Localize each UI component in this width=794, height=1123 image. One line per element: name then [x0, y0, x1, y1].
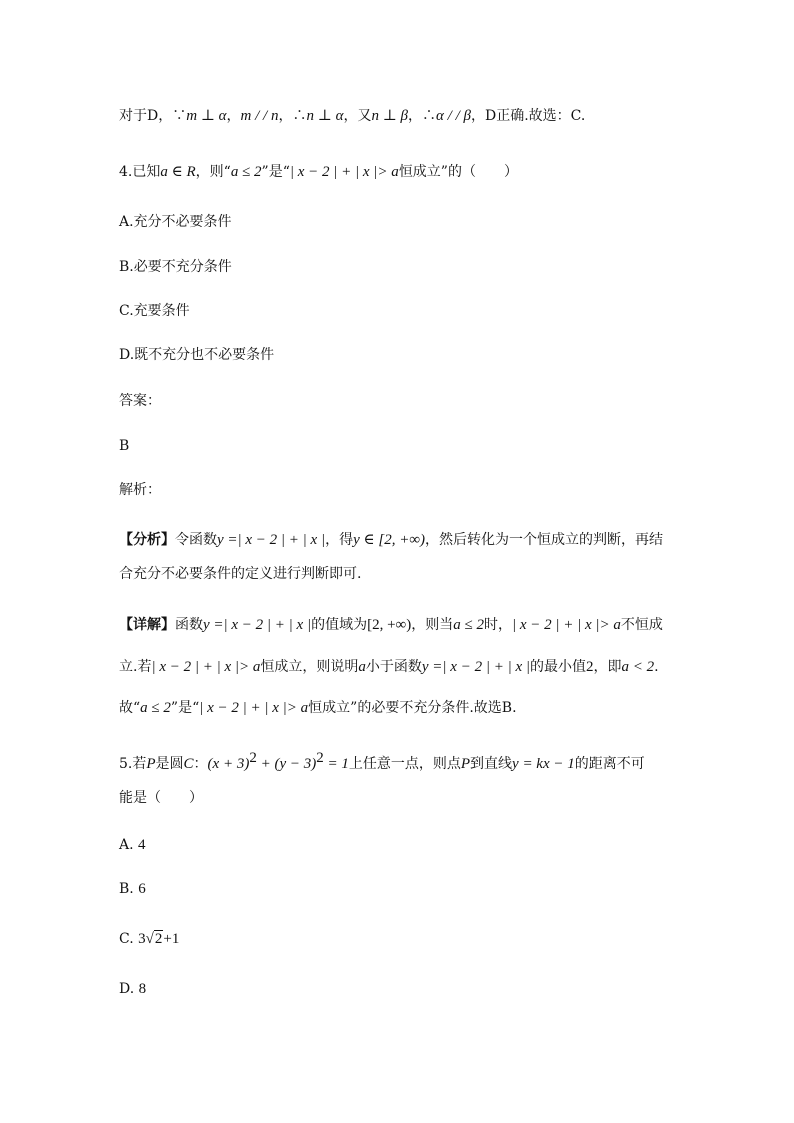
text: ，	[278, 108, 293, 124]
math-expr: α / / β	[436, 108, 471, 124]
text: ，得	[325, 532, 354, 548]
because-symbol: ∵	[172, 108, 187, 124]
question-4-stem	[119, 162, 518, 182]
text: ：	[193, 756, 208, 772]
math-expr: 2	[585, 659, 594, 675]
section-tag: 【分析】	[119, 532, 175, 548]
math-expr: = 1	[323, 756, 349, 772]
math-expr: y =| x − 2 | + | x |	[203, 617, 312, 633]
text: 的值域为	[311, 617, 368, 633]
sqrt-icon: √	[145, 931, 154, 947]
text: ”是“	[261, 164, 290, 180]
text: 5.若	[119, 756, 147, 772]
math-expr: [2, +∞)	[367, 617, 412, 633]
analysis-line-2: 合充分不必要条件的定义进行判断即可.	[119, 566, 362, 582]
radicand: 2	[154, 931, 163, 947]
math-expr: C	[183, 756, 194, 772]
text: 恒成立”的必要不充分条件.故选B.	[308, 700, 517, 716]
option-label: D.	[119, 981, 139, 997]
math-expr: P	[460, 756, 471, 772]
text: ，	[226, 108, 241, 124]
text: 故“	[119, 700, 141, 716]
exponent: 2	[249, 750, 257, 766]
math-expr: y = kx − 1	[512, 756, 575, 772]
option-value: 6	[138, 881, 146, 897]
text: 函数	[175, 617, 203, 633]
math-expr: m / / n	[240, 108, 279, 124]
math-expr: | x − 2 | + | x |> a	[289, 164, 399, 180]
question-5-stem-2: 能是（ ）	[119, 790, 203, 806]
question-4-option-b: B.必要不充分条件	[119, 259, 232, 275]
math-expr: a ≤ 2	[140, 700, 171, 716]
question-5-option-c	[119, 929, 179, 949]
question-5-option-d	[119, 979, 146, 999]
math-expr: y =| x − 2 | + | x |	[421, 659, 530, 675]
math-expr: a < 2	[621, 659, 655, 675]
math-expr: a ∈ R	[160, 164, 196, 180]
math-expr: n ⊥ β	[371, 108, 409, 124]
detail-line-3	[119, 698, 517, 718]
math-expr: (x + 3)	[207, 756, 250, 772]
text: 对于D，	[119, 108, 173, 124]
option-value	[138, 930, 179, 947]
math-expr: a	[358, 659, 366, 675]
text: ，	[408, 108, 423, 124]
text: 上任意一点，则点	[348, 756, 461, 772]
math-expr: | x − 2 | + | x |> a	[151, 659, 261, 675]
text: 的距离不可	[574, 756, 645, 772]
text: 的最小值	[529, 659, 586, 675]
question-5-option-a	[119, 835, 146, 855]
text: 不恒成	[620, 617, 663, 633]
text: +1	[163, 931, 180, 947]
text: ，D正确.故选：C.	[470, 108, 586, 124]
math-expr: P	[146, 756, 156, 772]
text: ，则当	[411, 617, 454, 633]
math-expr: a ≤ 2	[453, 617, 484, 633]
math-expr: y =| x − 2 | + | x |	[217, 532, 326, 548]
math-expr: y ∈ [2, +∞)	[353, 532, 426, 548]
math-expr: + (y − 3)	[256, 756, 317, 772]
option-value: 4	[138, 837, 146, 853]
text: 立.若	[119, 659, 152, 675]
detail-line-1	[119, 615, 663, 635]
text: ，即	[593, 659, 622, 675]
question-4-option-a: A.充分不必要条件	[119, 214, 232, 230]
therefore-symbol: ∴	[292, 108, 307, 124]
section-tag: 【详解】	[119, 617, 175, 633]
text: ”是“	[170, 700, 200, 716]
question-5-option-b	[119, 879, 146, 899]
answer-label: 答案：	[119, 393, 161, 409]
question-4-option-d: D.既不充分也不必要条件	[119, 347, 275, 363]
math-expr: | x − 2 | + | x |> a	[199, 700, 309, 716]
math-expr: n ⊥ α	[306, 108, 344, 124]
text: ，又	[343, 108, 372, 124]
therefore-symbol: ∴	[422, 108, 437, 124]
question-5-stem-1	[119, 750, 645, 774]
answer-value: B	[119, 438, 130, 454]
math-expr: m ⊥ α	[186, 108, 227, 124]
question-4-option-c: C.充要条件	[119, 303, 190, 319]
analysis-label: 解析：	[119, 482, 161, 498]
text: .	[654, 659, 659, 675]
option-label: A.	[119, 837, 139, 853]
solution-line-d	[119, 106, 585, 126]
text: ，然后转化为一个恒成立的判断，再结	[425, 532, 664, 548]
text: 令函数	[175, 532, 217, 548]
detail-line-2	[119, 657, 659, 677]
text: 到直线	[470, 756, 513, 772]
math-expr: a ≤ 2	[230, 164, 262, 180]
text: 时，	[483, 617, 512, 633]
text: 恒成立”的（ ）	[398, 164, 518, 180]
math-expr: | x − 2 | + | x |> a	[511, 617, 621, 633]
coefficient: 3	[138, 931, 146, 947]
text: 是圆	[155, 756, 184, 772]
text: 小于函数	[365, 659, 422, 675]
option-label: C.	[119, 931, 139, 947]
exponent: 2	[316, 750, 324, 766]
text: 4.已知	[119, 164, 161, 180]
option-label: B.	[119, 881, 139, 897]
option-value: 8	[138, 981, 147, 997]
analysis-line-1	[119, 530, 663, 550]
text: 恒成立，则说明	[260, 659, 359, 675]
text: ，则“	[195, 164, 231, 180]
